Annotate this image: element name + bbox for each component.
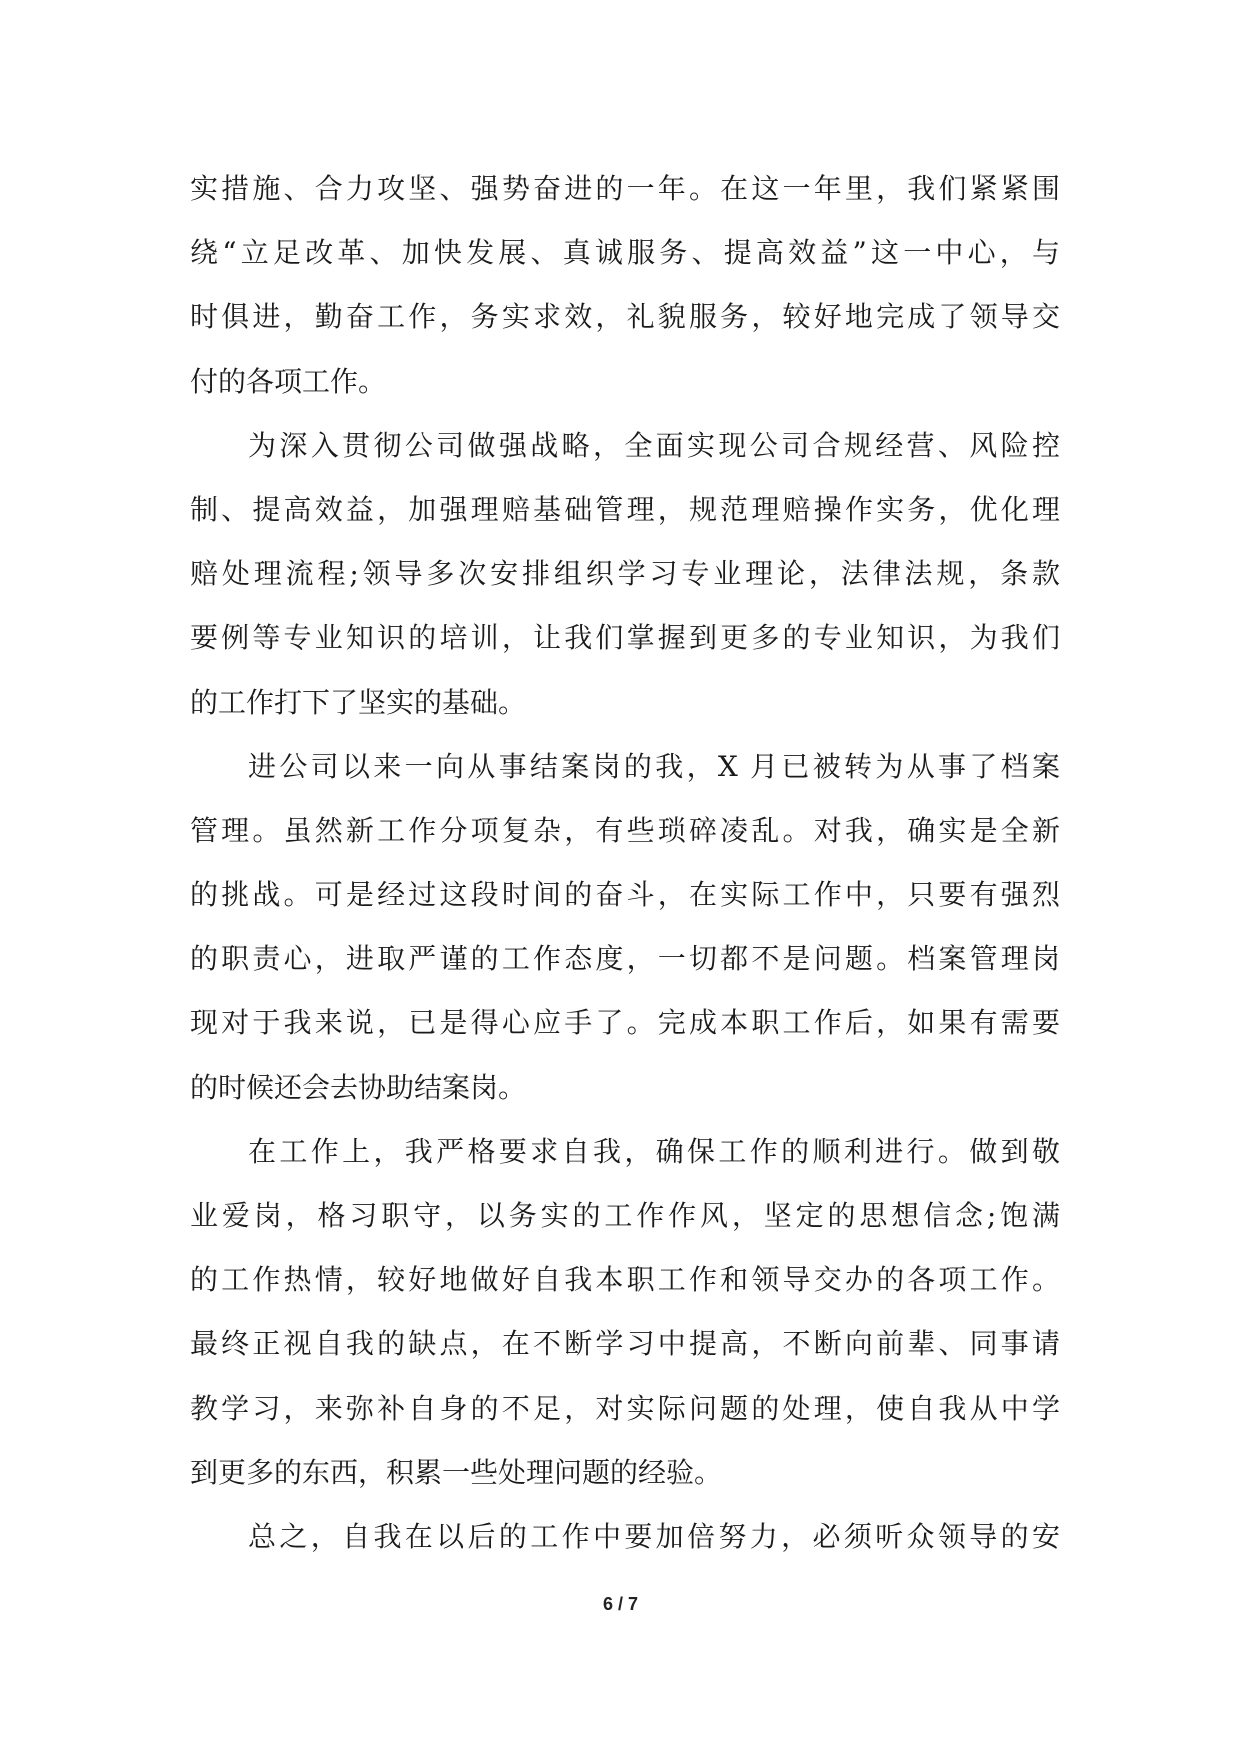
- paragraph-2: [190, 414, 1060, 735]
- text-line: 赔处理流程;领导多次安排组织学习专业理论，法律法规，条款: [190, 557, 1060, 591]
- paragraph-4: [190, 1120, 1060, 1505]
- text-line: 业爱岗，格习职守，以务实的工作作风，坚定的思想信念;饱满: [190, 1199, 1060, 1232]
- text-line: 教学习，来弥补自身的不足，对实际问题的处理，使自我从中学: [190, 1391, 1060, 1425]
- text-line: 时俱进，勤奋工作，务实求效，礼貌服务，较好地完成了领导交: [190, 300, 1060, 334]
- text-line: 最终正视自我的缺点，在不断学习中提高，不断向前辈、同事请: [190, 1327, 1060, 1361]
- text-line: 制、提高效益，加强理赔基础管理，规范理赔操作实务，优化理: [190, 492, 1060, 526]
- page-number: 6 / 7: [602, 1594, 639, 1614]
- text-line: 绕“立足改革、加快发展、真诚服务、提高效益”这一中心，与: [190, 236, 1060, 270]
- text-line: 实措施、合力攻坚、强势奋进的一年。在这一年里，我们紧紧围: [190, 172, 1060, 205]
- text-line: 总之，自我在以后的工作中要加倍努力，必须听众领导的安: [248, 1519, 1060, 1553]
- text-line: 现对于我来说，已是得心应手了。完成本职工作后，如果有需要: [190, 1006, 1060, 1040]
- paragraph-5: [190, 1505, 1060, 1569]
- text-line: 管理。虽然新工作分项复杂，有些琐碎凌乱。对我，确实是全新: [190, 813, 1060, 847]
- text-line: 到更多的东西，积累一些处理问题的经验。: [190, 1455, 723, 1489]
- text-line: 在工作上，我严格要求自我，确保工作的顺利进行。做到敬: [248, 1134, 1060, 1168]
- text-line: 要例等专业知识的培训，让我们掌握到更多的专业知识，为我们: [190, 621, 1060, 655]
- text-line: 的挑战。可是经过这段时间的奋斗，在实际工作中，只要有强烈: [190, 878, 1060, 912]
- body-text: [190, 157, 1060, 1569]
- paragraph-3: [190, 735, 1060, 1120]
- text-line: 付的各项工作。: [190, 364, 387, 398]
- text-line: 进公司以来一向从事结案岗的我，X 月已被转为从事了档案: [248, 749, 1060, 783]
- text-line: 的工作热情，较好地做好自我本职工作和领导交办的各项工作。: [190, 1263, 1060, 1297]
- text-line: 的职责心，进取严谨的工作态度，一切都不是问题。档案管理岗: [190, 942, 1060, 976]
- text-line: 为深入贯彻公司做强战略，全面实现公司合规经营、风险控: [248, 428, 1060, 462]
- paragraph-1: [190, 157, 1060, 414]
- text-line: 的工作打下了坚实的基础。: [190, 685, 527, 719]
- text-line: 的时候还会去协助结案岗。: [190, 1070, 527, 1104]
